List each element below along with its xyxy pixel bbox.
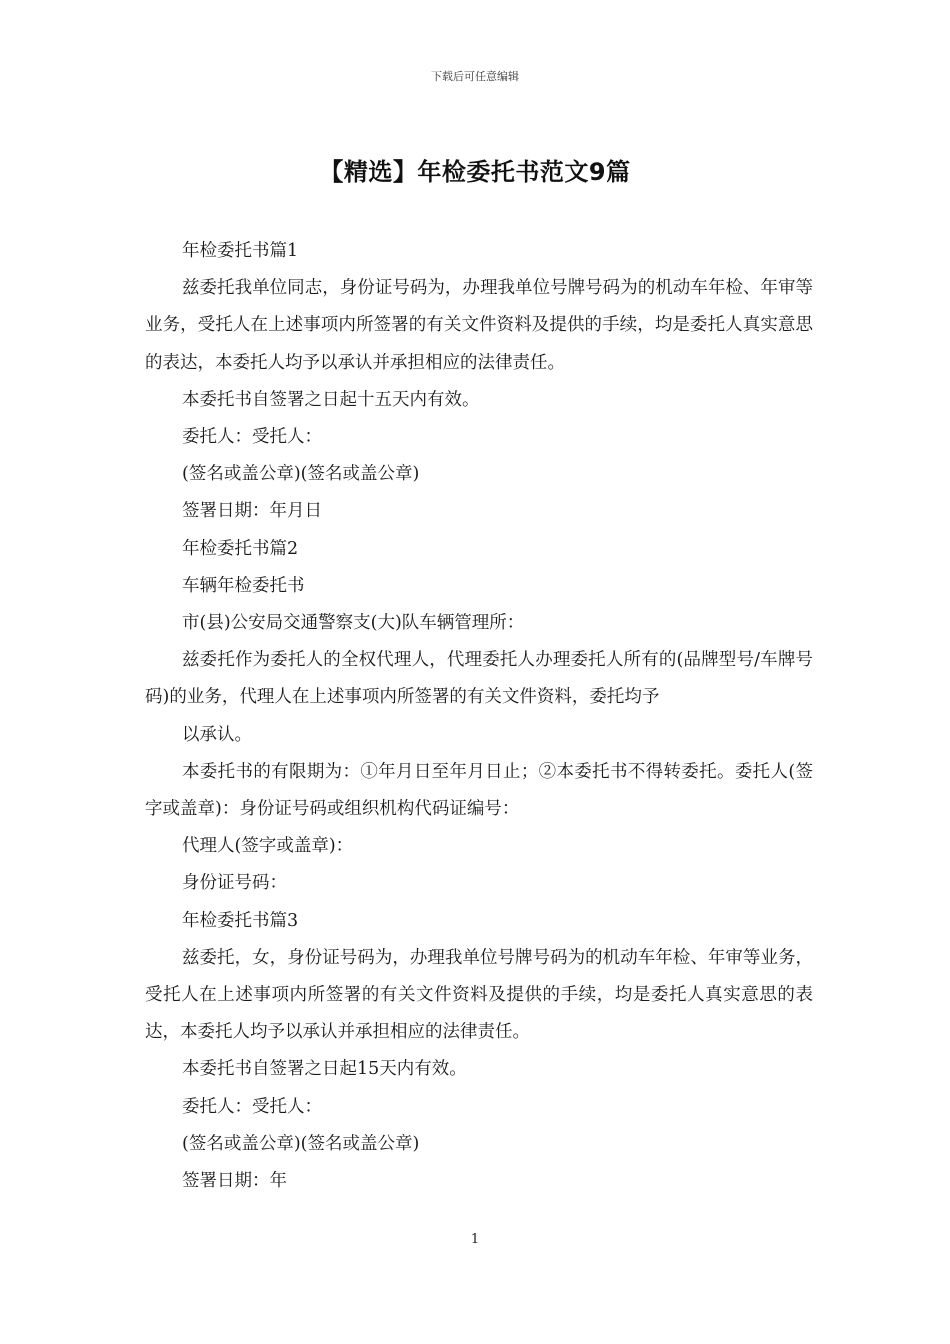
paragraph: (签名或盖公章)(签名或盖公章)	[182, 464, 420, 485]
paragraph: 本委托书的有限期为：①年月日至年月日止；②本委托书不得转委托。委托人(签字或盖章)：身份证号码或组织机构代码证编号：	[145, 761, 813, 820]
paragraph: 代理人(签字或盖章)：	[182, 836, 354, 857]
document-title: 【精选】年检委托书范文9篇	[319, 158, 631, 186]
paragraph: 本委托书自签署之日起15天内有效。	[182, 1059, 467, 1080]
section-heading-3: 年检委托书篇3	[182, 910, 299, 931]
paragraph: 以承认。	[182, 724, 252, 745]
document-body	[145, 233, 813, 1200]
paragraph: 车辆年检委托书	[182, 575, 305, 596]
header-note: 下载后可任意编辑	[431, 70, 519, 83]
paragraph: 委托人：受托人：	[182, 1096, 322, 1117]
section-heading-1: 年检委托书篇1	[182, 241, 299, 261]
paragraph: 签署日期：年月日	[182, 501, 322, 522]
paragraph: 兹委托作为委托人的全权代理人，代理委托人办理委托人所有的(品牌型号/车牌号码)的业务，代理人在上述事项内所签署的有关文件资料，委托均予	[145, 650, 813, 708]
paragraph: 身份证号码：	[182, 873, 287, 894]
paragraph: 委托人：受托人：	[182, 427, 322, 448]
paragraph: (签名或盖公章)(签名或盖公章)	[182, 1133, 420, 1154]
section-heading-2: 年检委托书篇2	[182, 538, 299, 559]
page-number: 1	[470, 1232, 480, 1247]
paragraph: 签署日期：年	[182, 1171, 287, 1192]
paragraph: 兹委托我单位同志，身份证号码为，办理我单位号牌号码为的机动车年检、年审等业务，受托人在上述事项内所签署的有关文件资料及提供的手续，均是委托人真实意思的表达，本委托人均予以承认并承担相应的法律责任。	[145, 278, 813, 373]
paragraph: 市(县)公安局交通警察支(大)队车辆管理所：	[182, 613, 525, 634]
paragraph: 本委托书自签署之日起十五天内有效。	[182, 389, 480, 410]
paragraph: 兹委托，女，身份证号码为，办理我单位号牌号码为的机动车年检、年审等业务，受托人在上述事项内所签署的有关文件资料及提供的手续，均是委托人真实意思的表达，本委托人均予以承认并承担相应的法律责任。	[145, 947, 813, 1043]
